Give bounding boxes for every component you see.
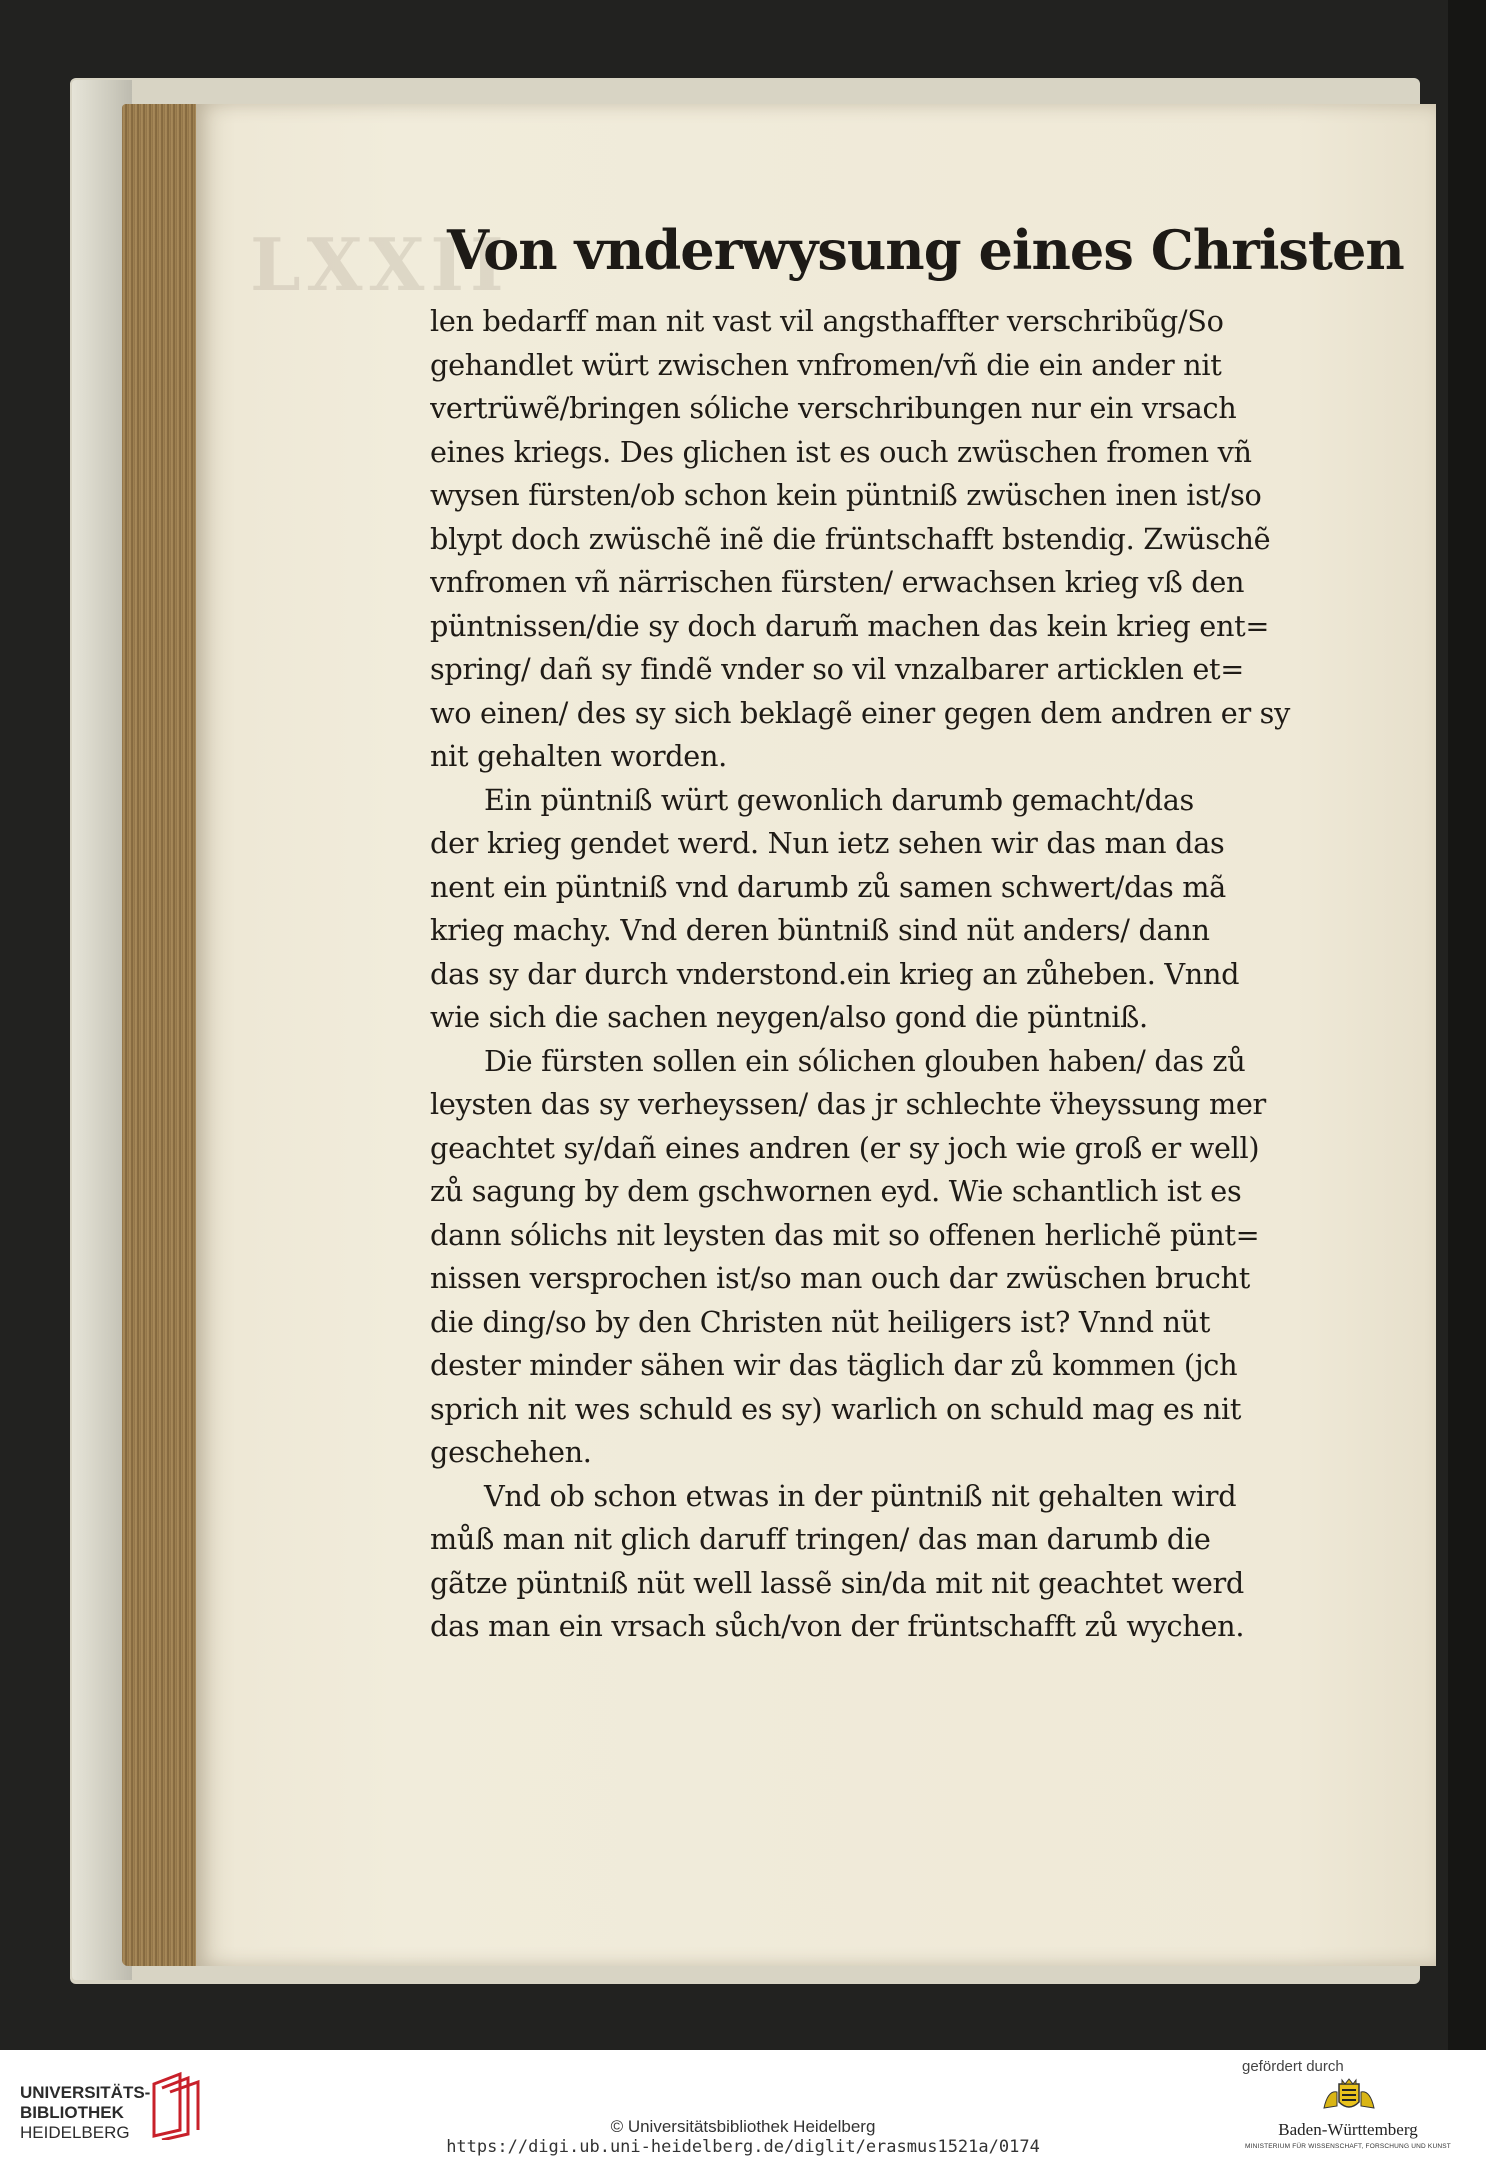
text-line: nissen versprochen ist/so man ouch dar zwüschen brucht — [430, 1261, 1250, 1295]
text-line: zů sagung by dem gschwornen eyd. Wie schantlich ist es — [430, 1174, 1242, 1208]
text-line: wo einen/ des sy sich beklagẽ einer gegen dem andren er sy — [430, 695, 1291, 730]
text-line: gãtze püntniß nüt well lassẽ sin/da mit nit geachtet werd — [430, 1565, 1244, 1600]
text-line: wysen fürsten/ob schon kein püntniß zwüschen inen ist/so — [430, 478, 1262, 512]
text-line: leysten das sy verheyssen/ das jr schlechte v̈heyssung mer — [430, 1087, 1266, 1121]
text-line: Vnd ob schon etwas in der püntniß nit gehalten wird — [484, 1478, 1237, 1513]
show-through-folio: LXXII — [250, 222, 510, 307]
text-line: Die fürsten sollen ein sólichen glouben haben/ das zů — [484, 1043, 1246, 1078]
library-name-line2: BIBLIOTHEK — [20, 2103, 124, 2122]
text-line: eines kriegs. Des glichen ist es ouch zwüschen fromen vñ — [430, 434, 1252, 469]
funded-by-label: gefördert durch — [1242, 2058, 1344, 2075]
page-fore-edge — [122, 104, 200, 1966]
library-name-line3: HEIDELBERG — [20, 2123, 130, 2142]
library-name-line1: UNIVERSITÄTS- — [20, 2083, 151, 2102]
copyright-notice: © Universitätsbibliothek Heidelberg — [610, 2117, 876, 2136]
baden-wuerttemberg-crest-icon — [1320, 2078, 1378, 2118]
viewer-footer — [0, 2050, 1486, 2160]
text-line: geachtet sy/dañ eines andren (er sy joch wie groß er well) — [430, 1130, 1260, 1165]
text-line: nit gehalten worden. — [430, 739, 727, 773]
text-line: das sy dar durch vnderstond.ein krieg an zůheben. Vnnd — [430, 956, 1240, 991]
text-line: Ein püntniß würt gewonlich darumb gemacht/das — [484, 782, 1194, 817]
text-line: wie sich die sachen neygen/also gond die püntniß. — [430, 1000, 1148, 1034]
text-line: das man ein vrsach sůch/von der früntschafft zů wychen. — [430, 1609, 1245, 1643]
text-line: die ding/so by den Christen nüt heiligers ist? Vnnd nüt — [430, 1304, 1211, 1339]
text-line: len bedarff man nit vast vil angsthaffter verschribũg/So — [430, 304, 1224, 338]
ministry-name: MINISTERIUM FÜR WISSENSCHAFT, FORSCHUNG UND KUNST — [1245, 2143, 1451, 2150]
text-line: geschehen. — [430, 1435, 592, 1469]
scan-background-strip — [1448, 0, 1486, 2050]
text-line: vnfromen vñ närrischen fürsten/ erwachsen krieg vß den — [430, 565, 1245, 599]
text-line: spring/ dañ sy findẽ vnder so vil vnzalbarer articklen et= — [430, 652, 1245, 686]
text-line: vertrüwẽ/bringen sóliche verschribungen nur ein vrsach — [430, 391, 1237, 425]
text-line: nent ein püntniß vnd darumb zů samen schwert/das mã — [430, 869, 1226, 904]
text-line: der krieg gendet werd. Nun ietz sehen wir das man das — [430, 826, 1225, 860]
running-head: Von vnderwysung eines Christen — [447, 218, 1404, 282]
text-line: dester minder sähen wir das täglich dar zů kommen (jch — [430, 1348, 1238, 1382]
permalink-url[interactable]: https://digi.ub.uni-heidelberg.de/diglit/erasmus1521a/0174 — [446, 2137, 1040, 2157]
text-line: gehandlet würt zwischen vnfromen/vñ die ein ander nit — [430, 347, 1222, 382]
text-line: püntnissen/die sy doch darum̃ machen das kein krieg ent= — [430, 608, 1270, 643]
text-line: můß man nit glich daruff tringen/ das man darumb die — [430, 1522, 1211, 1556]
text-line: dann sólichs nit leysten das mit so offenen herlichẽ pünt= — [430, 1217, 1260, 1252]
text-line: krieg machy. Vnd deren büntniß sind nüt anders/ dann — [430, 913, 1210, 947]
text-line: blypt doch zwüschẽ inẽ die früntschafft bstendig. Zwüschẽ — [430, 521, 1271, 556]
baden-wuerttemberg-name: Baden-Württemberg — [1278, 2120, 1418, 2139]
text-line: sprich nit wes schuld es sy) warlich on schuld mag es nit — [430, 1391, 1242, 1426]
text-block — [430, 300, 1410, 1649]
